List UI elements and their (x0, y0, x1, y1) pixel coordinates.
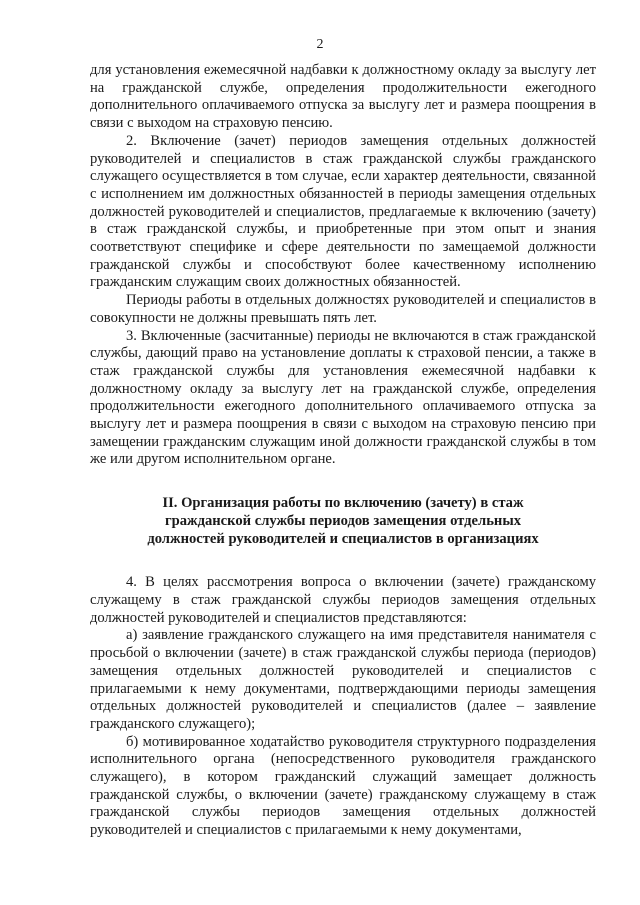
section-heading-line-1: II. Организация работы по включению (зачету) в стаж (162, 495, 524, 512)
paragraph-work-periods: Периоды работы в отдельных должностях руководителей и специалистов в совокупности не должны превышать пять лет. (90, 292, 596, 326)
document-body (90, 62, 596, 840)
paragraph-item-4: 4. В целях рассмотрения вопроса о включении (зачете) гражданскому служащему в стаж гражданской службы периодов замещения отдельных должностей руководителей и специалистов представляются: (90, 574, 596, 626)
page-number: 2 (316, 37, 324, 52)
paragraph-item-4a: а) заявление гражданского служащего на имя представителя нанимателя с просьбой о включении (зачете) в стаж гражданской службы периода (периодов) замещения отдельных должностей руководителей и специалистов с прилагаемыми к нему документами, подтверждающими периоды замещения отдельных должностей руководителей и специалистов (далее – заявление гражданского служащего); (90, 627, 596, 732)
paragraph-continuation: для установления ежемесячной надбавки к должностному окладу за выслугу лет на гражданской службе, определения продолжительности ежегодного дополнительного оплачиваемого отпуска за выслугу лет и размера поощрения в связи с выходом на страховую пенсию. (90, 62, 596, 132)
section-heading-line-3: должностей руководителей и специалистов в организациях (147, 530, 539, 547)
paragraph-item-3: 3. Включенные (засчитанные) периоды не включаются в стаж гражданской службы, дающий право на установление доплаты к страховой пенсии, а также в стаж гражданской службы для установления ежемесячной надбавки к должностному окладу за выслугу лет на гражданской службе, определения продолжительности ежегодного дополнительного оплачиваемого отпуска за выслугу лет и размера поощрения в связи с выходом на страховую пенсию при замещении гражданским служащим иной должности гражданской службы в том же или другом исполнительном органе. (90, 327, 596, 468)
section-heading (90, 495, 596, 548)
paragraph-item-4b: б) мотивированное ходатайство руководителя структурного подразделения исполнительного органа (непосредственного руководителя гражданского служащего), в котором гражданский служащий замещает должность гражданской службы, о включении (зачете) гражданскому служащему в стаж гражданской службы периодов замещения отдельных должностей руководителей и специалистов с прилагаемыми к нему документами, (90, 733, 596, 839)
paragraph-item-2: 2. Включение (зачет) периодов замещения отдельных должностей руководителей и специалистов в стаж гражданской службы гражданского служащего осуществляется в том случае, если характер деятельности, связанной с исполнением им должностных обязанностей в периоды замещения отдельных должностей руководителей и специалистов, предлагаемые к включению (зачету) в стаж гражданской службы, и приобретенные при этом опыт и знания соответствуют специфике и сфере деятельности по замещаемой должности гражданской службы и способствуют более качественному исполнению гражданским служащим своих должностных обязанностей. (90, 132, 596, 291)
section-heading-line-2: гражданской службы периодов замещения отдельных (164, 512, 522, 529)
